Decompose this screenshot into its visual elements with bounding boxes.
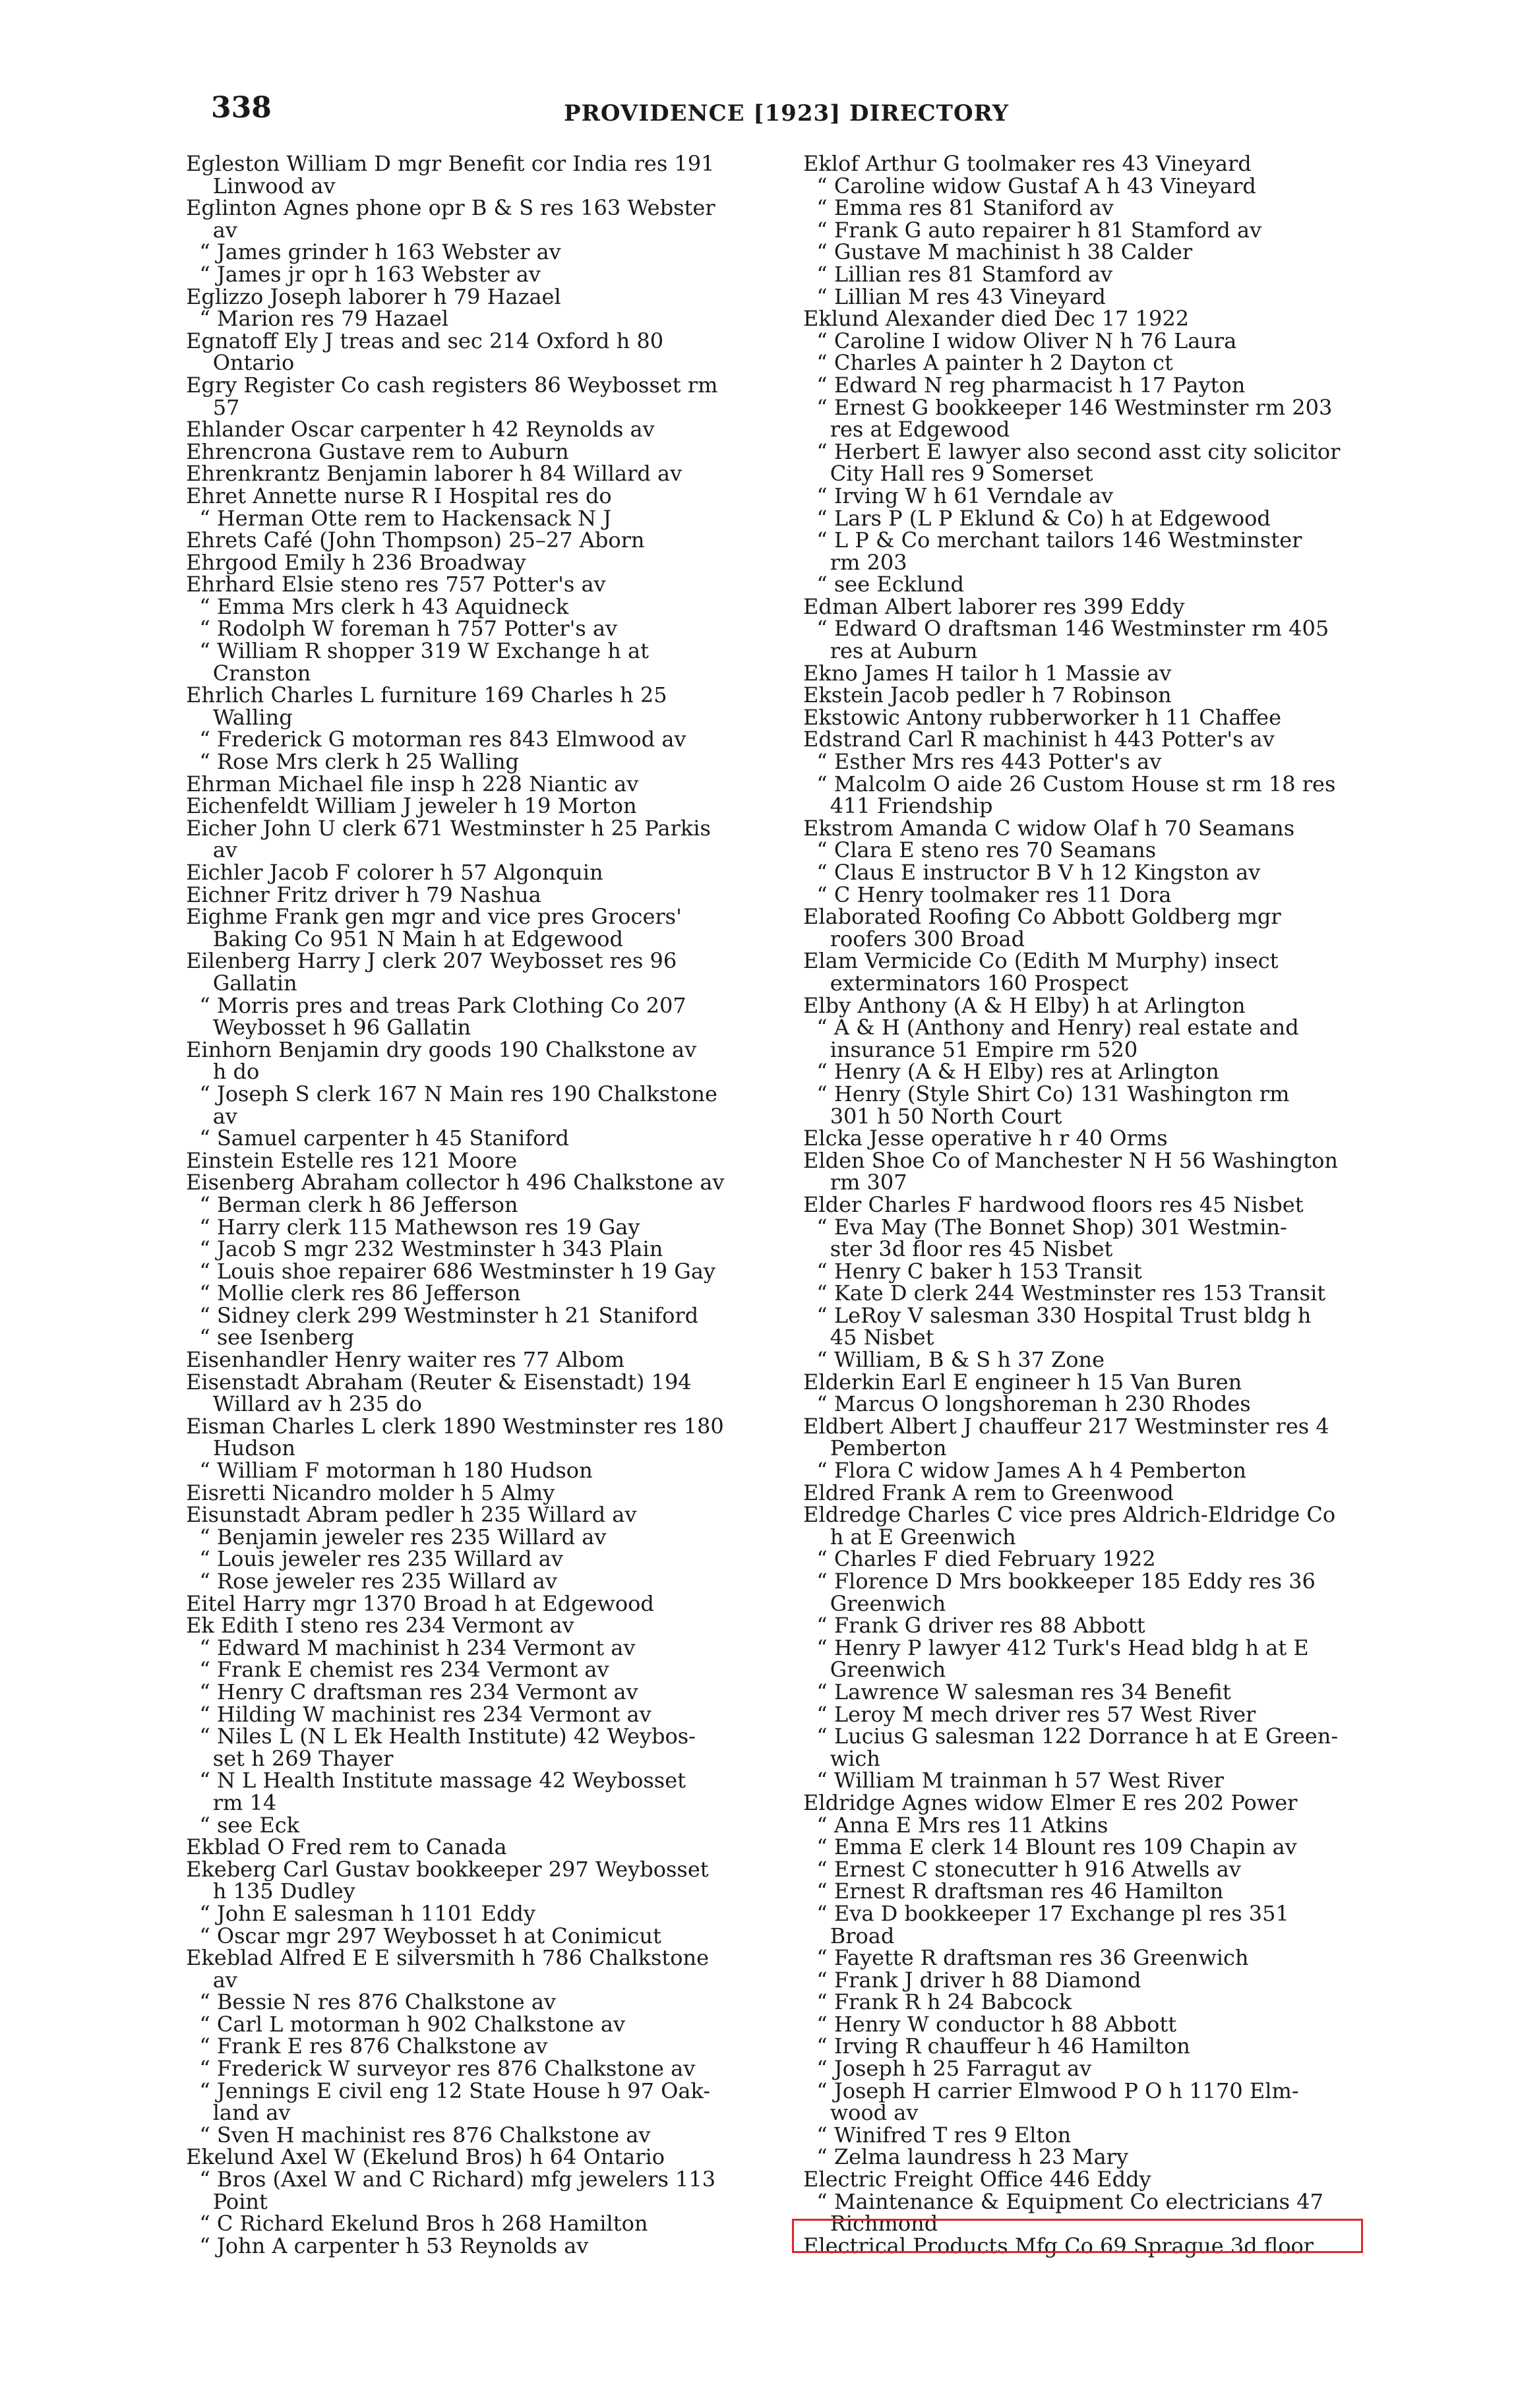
directory-entry-line: Eicher John U clerk 671 Westminster h 25 Parkis <box>186 815 711 841</box>
directory-entry-line: “ Joseph S clerk 167 N Main res 190 Chalkstone <box>186 1081 717 1106</box>
directory-entry-line: Eighme Frank gen mgr and vice pres Grocers' <box>186 904 682 930</box>
directory-entry-line: wich <box>803 1745 880 1771</box>
directory-entry-line: “ Lawrence W salesman res 34 Benefit <box>803 1679 1231 1704</box>
directory-entry-line: Linwood av <box>186 173 336 198</box>
directory-entry-line: “ John A carpenter h 53 Reynolds av <box>186 2233 589 2258</box>
directory-entry-line: Gallatin <box>186 970 297 996</box>
directory-entry-line: “ Irving R chauffeur h 46 Hamilton <box>803 2033 1190 2059</box>
directory-entry-line: “ Mollie clerk res 86 Jefferson <box>186 1280 521 1306</box>
directory-entry-line: “ N L Health Institute massage 42 Weybosset <box>186 1768 686 1793</box>
directory-entry-line: Weybosset h 96 Gallatin <box>186 1015 471 1040</box>
directory-entry-line: “ Malcolm O aide 26 Custom House st rm 18 res <box>803 771 1336 797</box>
directory-entry-line: Ontario <box>186 350 295 376</box>
directory-entry-line: Einhorn Benjamin dry goods 190 Chalkstone av <box>186 1037 697 1062</box>
directory-entry-line: Greenwich <box>803 1657 946 1683</box>
directory-entry-line: “ C Henry toolmaker res 11 Dora <box>803 882 1172 907</box>
directory-entry-line: “ Ernest R draftsman res 46 Hamilton <box>803 1879 1224 1904</box>
directory-entry-line: “ Frank G auto repairer h 81 Stamford av <box>803 217 1262 243</box>
directory-entry-line: “ Gustave M machinist h 38 Calder <box>803 239 1193 265</box>
directory-entry-line: Eldred Frank A rem to Greenwood <box>803 1480 1174 1505</box>
directory-entry-line: “ Flora C widow James A h 4 Pemberton <box>803 1458 1246 1484</box>
directory-entry-line: Eilenberg Harry J clerk 207 Weybosset res 96 <box>186 948 677 974</box>
directory-entry-line: Eklof Arthur G toolmaker res 43 Vineyard <box>803 151 1252 176</box>
directory-entry-line: Eisman Charles L clerk 1890 Westminster res 180 <box>186 1413 724 1439</box>
directory-entry-line: “ Marcus O longshoreman h 230 Rhodes <box>803 1391 1251 1417</box>
directory-entry-line: “ Ernest G bookkeeper 146 Westminster rm 203 <box>803 394 1333 420</box>
directory-entry-line: Ehrets Café (John Thompson) 25–27 Aborn <box>186 527 645 553</box>
directory-entry-line: “ Herman Otte rem to Hackensack N J <box>186 505 612 531</box>
directory-entry-line: Ehrencrona Gustave rem to Auburn <box>186 438 569 464</box>
directory-entry-line: Ehret Annette nurse R I Hospital res do <box>186 483 612 508</box>
directory-entry-line: “ Marion res 79 Hazael <box>186 306 449 332</box>
directory-entry-line: “ see Ecklund <box>803 572 964 597</box>
directory-entry-line: av <box>186 837 237 863</box>
directory-entry-line: “ Lillian M res 43 Vineyard <box>803 284 1106 309</box>
directory-entry-line: Ehrhard Elsie steno res 757 Potter's av <box>186 572 606 597</box>
directory-entry-line: Elcka Jesse operative h r 40 Orms <box>803 1126 1168 1151</box>
directory-entry-line: “ Fayette R draftsman res 36 Greenwich <box>803 1945 1249 1971</box>
directory-entry-line: roofers 300 Broad <box>803 926 1025 951</box>
directory-entry-line: “ Frank E chemist res 234 Vermont av <box>186 1657 609 1683</box>
directory-entry-line: Pemberton <box>803 1435 947 1461</box>
directory-entry-line: Electrical Products Mfg Co 69 Sprague 3d floor <box>803 2233 1314 2258</box>
directory-entry-line: Electric Freight Office 446 Eddy <box>803 2167 1151 2192</box>
directory-entry-line: Richmond <box>803 2211 938 2237</box>
directory-entry-line: “ James grinder h 163 Webster av <box>186 239 561 265</box>
directory-entry-line: “ Henry C draftsman res 234 Vermont av <box>186 1679 638 1704</box>
highlighted-entry-box <box>792 2219 1363 2253</box>
directory-entry-line: av <box>186 1103 237 1129</box>
directory-entry-line: Ehrman Michael file insp h 228 Niantic av <box>186 771 639 797</box>
directory-entry-line: “ Kate D clerk 244 Westminster res 153 Transit <box>803 1280 1326 1306</box>
directory-entry-line: “ C Richard Ekelund Bros h 268 Hamilton <box>186 2211 648 2237</box>
directory-entry-line: Elby Anthony (A & H Elby) h at Arlington <box>803 992 1246 1018</box>
directory-entry-line: Eichenfeldt William J jeweler h 19 Morton <box>186 793 637 819</box>
directory-entry-line: “ Eva May (The Bonnet Shop) 301 Westmin- <box>803 1214 1287 1240</box>
directory-entry-line: “ Leroy M mech driver res 57 West River <box>803 1701 1256 1727</box>
directory-entry-line: “ Carl L motorman h 902 Chalkstone av <box>186 2011 626 2037</box>
directory-entry-line: “ Bros (Axel W and C Richard) mfg jewelers 113 <box>186 2167 716 2192</box>
directory-entry-line: “ Hilding W machinist res 234 Vermont av <box>186 1701 652 1727</box>
directory-entry-line: Elder Charles F hardwood floors res 45 Nisbet <box>803 1191 1304 1217</box>
directory-entry-line: “ Bessie N res 876 Chalkstone av <box>186 1989 556 2015</box>
directory-entry-line: “ Frank J driver h 88 Diamond <box>803 1967 1141 1993</box>
directory-entry-line: “ Edward N reg pharmacist h 17 Payton <box>803 372 1246 398</box>
left-column <box>186 153 779 2257</box>
directory-entry-line: Ekblad O Fred rem to Canada <box>186 1834 507 1860</box>
directory-entry-line: rm 203 <box>803 549 907 575</box>
page-number: 338 <box>211 91 272 125</box>
directory-entry-line: 45 Nisbet <box>803 1325 934 1350</box>
directory-entry-line: 57 <box>186 394 240 420</box>
directory-entry-line: Ekstowic Antony rubberworker h 11 Chaffee <box>803 704 1282 730</box>
directory-entry-line: Broad <box>803 1923 895 1948</box>
directory-entry-line: “ Morris pres and treas Park Clothing Co 207 <box>186 992 686 1018</box>
directory-entry-line: Cranston <box>186 660 311 686</box>
directory-entry-line: “ Irving W h 61 Verndale av <box>803 483 1114 508</box>
directory-entry-line: “ Emma Mrs clerk h 43 Aquidneck <box>186 593 569 619</box>
directory-entry-line: exterminators 160 Prospect <box>803 970 1129 996</box>
directory-entry-line: “ Louis jeweler res 235 Willard av <box>186 1546 563 1572</box>
directory-entry-line: Baking Co 951 N Main h at Edgewood <box>186 926 623 951</box>
directory-entry-line: h do <box>186 1059 260 1085</box>
directory-entry-line: Edstrand Carl R machinist h 443 Potter's av <box>803 727 1275 752</box>
directory-entry-line: “ Edward M machinist h 234 Vermont av <box>186 1635 636 1660</box>
directory-entry-line: Eglizzo Joseph laborer h 79 Hazael <box>186 284 561 309</box>
directory-entry-line: City Hall res 9 Somerset <box>803 461 1093 487</box>
directory-entry-line: Eklund Alexander died Dec 17 1922 <box>803 306 1190 332</box>
directory-entry-line: Eldredge Charles C vice pres Aldrich-Eldridge Co <box>803 1502 1336 1528</box>
directory-entry-line: “ L P & Co merchant tailors 146 Westminster <box>803 527 1302 553</box>
directory-entry-line: “ Anna E Mrs res 11 Atkins <box>803 1812 1108 1838</box>
directory-entry-line: “ William F motorman h 180 Hudson <box>186 1458 593 1484</box>
directory-entry-line: “ Rose Mrs clerk h 25 Walling <box>186 749 520 775</box>
directory-entry-line: insurance 51 Empire rm 520 <box>803 1037 1138 1062</box>
directory-entry-line: Elaborated Roofing Co Abbott Goldberg mgr <box>803 904 1281 930</box>
directory-entry-line: “ Caroline I widow Oliver N h 76 Laura <box>803 328 1237 353</box>
directory-entry-line: res at Auburn <box>803 638 978 664</box>
directory-entry-line: Eisenhandler Henry waiter res 77 Albom <box>186 1347 625 1373</box>
directory-entry-line: “ Henry W conductor h 88 Abbott <box>803 2011 1177 2037</box>
directory-entry-line: Willard av h 235 do <box>186 1391 422 1417</box>
page-title: PROVIDENCE [1923] DIRECTORY <box>564 100 1010 127</box>
directory-entry-line: “ Henry P lawyer 412 Turk's Head bldg h at E <box>803 1635 1309 1660</box>
directory-entry-line: Ekstein Jacob pedler h 7 Robinson <box>803 682 1172 708</box>
directory-entry-line: Elam Vermicide Co (Edith M Murphy) insect <box>803 948 1279 974</box>
directory-entry-line: “ see Eck <box>186 1812 300 1838</box>
directory-entry-line: Ekelund Axel W (Ekelund Bros) h 64 Ontario <box>186 2144 665 2170</box>
directory-entry-line: “ Frank E res 876 Chalkstone av <box>186 2033 548 2059</box>
directory-entry-line: Egry Register Co cash registers 86 Weybosset rm <box>186 372 718 398</box>
directory-entry-line: “ Lucius G salesman 122 Dorrance h at E Green- <box>803 1724 1339 1749</box>
directory-entry-line: “ James jr opr h 163 Webster av <box>186 261 541 287</box>
right-column <box>803 153 1397 2257</box>
directory-entry-line: Hudson <box>186 1435 295 1461</box>
directory-entry-line: “ Herbert E lawyer also second asst city solicitor <box>803 438 1341 464</box>
directory-entry-line: h at E Greenwich <box>803 1524 1016 1550</box>
directory-entry-line: “ Rose jeweler res 235 Willard av <box>186 1569 557 1594</box>
directory-entry-line: ster 3d floor res 45 Nisbet <box>803 1236 1113 1262</box>
directory-entry-line: “ Rodolph W foreman h 757 Potter's av <box>186 616 618 642</box>
directory-entry-line: Ekno James H tailor h 1 Massie av <box>803 660 1172 686</box>
directory-entry-line: “ A & H (Anthony and Henry) real estate and <box>803 1015 1299 1040</box>
directory-entry-line: “ Frederick G motorman res 843 Elmwood av <box>186 727 686 752</box>
directory-entry-line: rm 14 <box>186 1790 277 1815</box>
directory-entry-line: Ehrenkrantz Benjamin laborer h 84 Willard av <box>186 461 682 487</box>
directory-entry-line: h 135 Dudley <box>186 1879 355 1904</box>
directory-entry-line: “ Maintenance & Equipment Co electricians 47 <box>803 2188 1323 2214</box>
directory-entry-line: 301 h 50 North Court <box>803 1103 1062 1129</box>
directory-entry-line: “ Caroline widow Gustaf A h 43 Vineyard <box>803 173 1256 198</box>
directory-entry-line: av <box>186 1967 237 1993</box>
directory-entry-line: Eitel Harry mgr 1370 Broad h at Edgewood <box>186 1590 654 1616</box>
directory-entry-line: “ Claus E instructor B V h 12 Kingston av <box>803 860 1261 885</box>
directory-entry-line: “ Clara E steno res 70 Seamans <box>803 837 1157 863</box>
directory-entry-line: “ Oscar mgr 297 Weybosset h at Conimicut <box>186 1923 661 1948</box>
directory-entry-line: “ Joseph H carrier Elmwood P O h 1170 Elm- <box>803 2078 1299 2103</box>
directory-entry-line: Ekeberg Carl Gustav bookkeeper 297 Weybosset <box>186 1856 709 1882</box>
directory-entry-line: Ekstrom Amanda C widow Olaf h 70 Seamans <box>803 815 1295 841</box>
directory-entry-line: Eisenberg Abraham collector h 496 Chalkstone av <box>186 1170 725 1195</box>
directory-entry-line: “ Frank R h 24 Babcock <box>803 1989 1072 2015</box>
directory-entry-line: Elderkin Earl E engineer h 15 Van Buren <box>803 1369 1242 1395</box>
directory-entry-line: av <box>186 217 237 243</box>
directory-entry-line: “ Charles F died February 1922 <box>803 1546 1156 1572</box>
directory-entry-line: “ Winifred T res 9 Elton <box>803 2122 1072 2148</box>
directory-entry-line: Eldbert Albert J chauffeur 217 Westminster res 4 <box>803 1413 1329 1439</box>
directory-entry-line: 411 Friendship <box>803 793 993 819</box>
directory-entry-line: Edman Albert laborer res 399 Eddy <box>803 593 1185 619</box>
directory-entry-line: “ Henry (A & H Elby) res at Arlington <box>803 1059 1219 1085</box>
directory-entry-line: wood av <box>803 2100 919 2126</box>
directory-entry-line: rm 307 <box>803 1170 907 1195</box>
directory-entry-line: Egleston William D mgr Benefit cor India res 191 <box>186 151 715 176</box>
directory-entry-line: Greenwich <box>803 1590 946 1616</box>
directory-entry-line: Eichler Jacob F colorer h 57 Algonquin <box>186 860 603 885</box>
directory-entry-line: Eglinton Agnes phone opr B & S res 163 Webster <box>186 195 715 221</box>
directory-entry-line: “ Berman clerk h 86 Jefferson <box>186 1191 518 1217</box>
directory-entry-line: “ Florence D Mrs bookkeeper 185 Eddy res 36 <box>803 1569 1316 1594</box>
directory-entry-line: “ Eva D bookkeeper 17 Exchange pl res 351 <box>803 1900 1289 1926</box>
directory-entry-line: “ Sven H machinist res 876 Chalkstone av <box>186 2122 651 2148</box>
directory-entry-line: “ Lars P (L P Eklund & Co) h at Edgewood <box>803 505 1271 531</box>
directory-entry-line: “ Charles A painter h 2 Dayton ct <box>803 350 1173 376</box>
directory-entry-line: Ehrgood Emily h 236 Broadway <box>186 549 526 575</box>
directory-entry-line: Ehlander Oscar carpenter h 42 Reynolds av <box>186 417 655 442</box>
directory-entry-line: Eisunstadt Abram pedler h 235 Willard av <box>186 1502 637 1528</box>
directory-entry-line: Walling <box>186 704 293 730</box>
directory-entry-line: “ Lillian res 81 Stamford av <box>803 261 1113 287</box>
directory-entry-line: Eisretti Nicandro molder h 5 Almy <box>186 1480 555 1505</box>
directory-entry-line: “ Niles L (N L Ek Health Institute) 42 Weybos- <box>186 1724 696 1749</box>
directory-entry-line: “ Henry C baker h 153 Transit <box>803 1258 1142 1284</box>
directory-entry-line: Einstein Estelle res 121 Moore <box>186 1147 518 1173</box>
directory-entry-line: “ Jacob S mgr 232 Westminster h 343 Plain <box>186 1236 663 1262</box>
directory-entry-line: “ Edward O draftsman 146 Westminster rm 405 <box>803 616 1329 642</box>
directory-entry-line: Ekeblad Alfred E E silversmith h 786 Chalkstone <box>186 1945 710 1971</box>
directory-entry-line: “ John E salesman h 1101 Eddy <box>186 1900 535 1926</box>
directory-entry-line: “ Henry (Style Shirt Co) 131 Washington rm <box>803 1081 1290 1106</box>
directory-entry-line: “ Sidney clerk 299 Westminster h 21 Staniford <box>186 1302 699 1328</box>
directory-entry-line: “ Esther Mrs res 443 Potter's av <box>803 749 1162 775</box>
directory-entry-line: Ehrlich Charles L furniture 169 Charles h 25 <box>186 682 667 708</box>
directory-entry-line: res at Edgewood <box>803 417 1010 442</box>
directory-entry-line: “ Emma E clerk 14 Blount res 109 Chapin av <box>803 1834 1297 1860</box>
directory-entry-line: “ Samuel carpenter h 45 Staniford <box>186 1126 570 1151</box>
directory-entry-line: “ Benjamin jeweler res 235 Willard av <box>186 1524 607 1550</box>
directory-entry-line: Ek Edith I steno res 234 Vermont av <box>186 1613 574 1639</box>
directory-entry-line: “ William R shopper 319 W Exchange h at <box>186 638 649 664</box>
directory-entry-line: “ Joseph h 25 Farragut av <box>803 2056 1092 2082</box>
directory-entry-line: “ Frank G driver res 88 Abbott <box>803 1613 1145 1639</box>
directory-entry-line: “ William, B & S h 37 Zone <box>803 1347 1105 1373</box>
directory-entry-line: “ Zelma laundress h 23 Mary <box>803 2144 1129 2170</box>
directory-entry-line: “ see Isenberg <box>186 1325 355 1350</box>
directory-entry-line: Eldridge Agnes widow Elmer E res 202 Power <box>803 1790 1298 1815</box>
directory-entry-line: “ Jennings E civil eng 12 State House h 97 Oak- <box>186 2078 711 2103</box>
directory-entry-line: “ Ernest C stonecutter h 916 Atwells av <box>803 1856 1241 1882</box>
directory-entry-line: Point <box>186 2188 268 2214</box>
directory-entry-line: “ Emma res 81 Staniford av <box>803 195 1114 221</box>
directory-entry-line: “ William M trainman h 57 West River <box>803 1768 1224 1793</box>
directory-entry-line: “ LeRoy V salesman 330 Hospital Trust bldg h <box>803 1302 1312 1328</box>
directory-entry-line: Egnatoff Ely J treas and sec 214 Oxford h 80 <box>186 328 664 353</box>
directory-entry-line: “ Louis shoe repairer 686 Westminster h 19 Gay <box>186 1258 715 1284</box>
directory-entry-line: Eisenstadt Abraham (Reuter & Eisenstadt) 194 <box>186 1369 692 1395</box>
directory-entry-line: land av <box>186 2100 291 2126</box>
directory-entry-line: “ Harry clerk 115 Mathewson res 19 Gay <box>186 1214 640 1240</box>
directory-entry-line: “ Frederick W surveyor res 876 Chalkstone av <box>186 2056 696 2082</box>
directory-entry-line: set h 269 Thayer <box>186 1745 394 1771</box>
directory-entry-line: Eichner Fritz driver h 79 Nashua <box>186 882 541 907</box>
page-header <box>211 91 1095 137</box>
directory-entry-line: Elden Shoe Co of Manchester N H 56 Washington <box>803 1147 1338 1173</box>
